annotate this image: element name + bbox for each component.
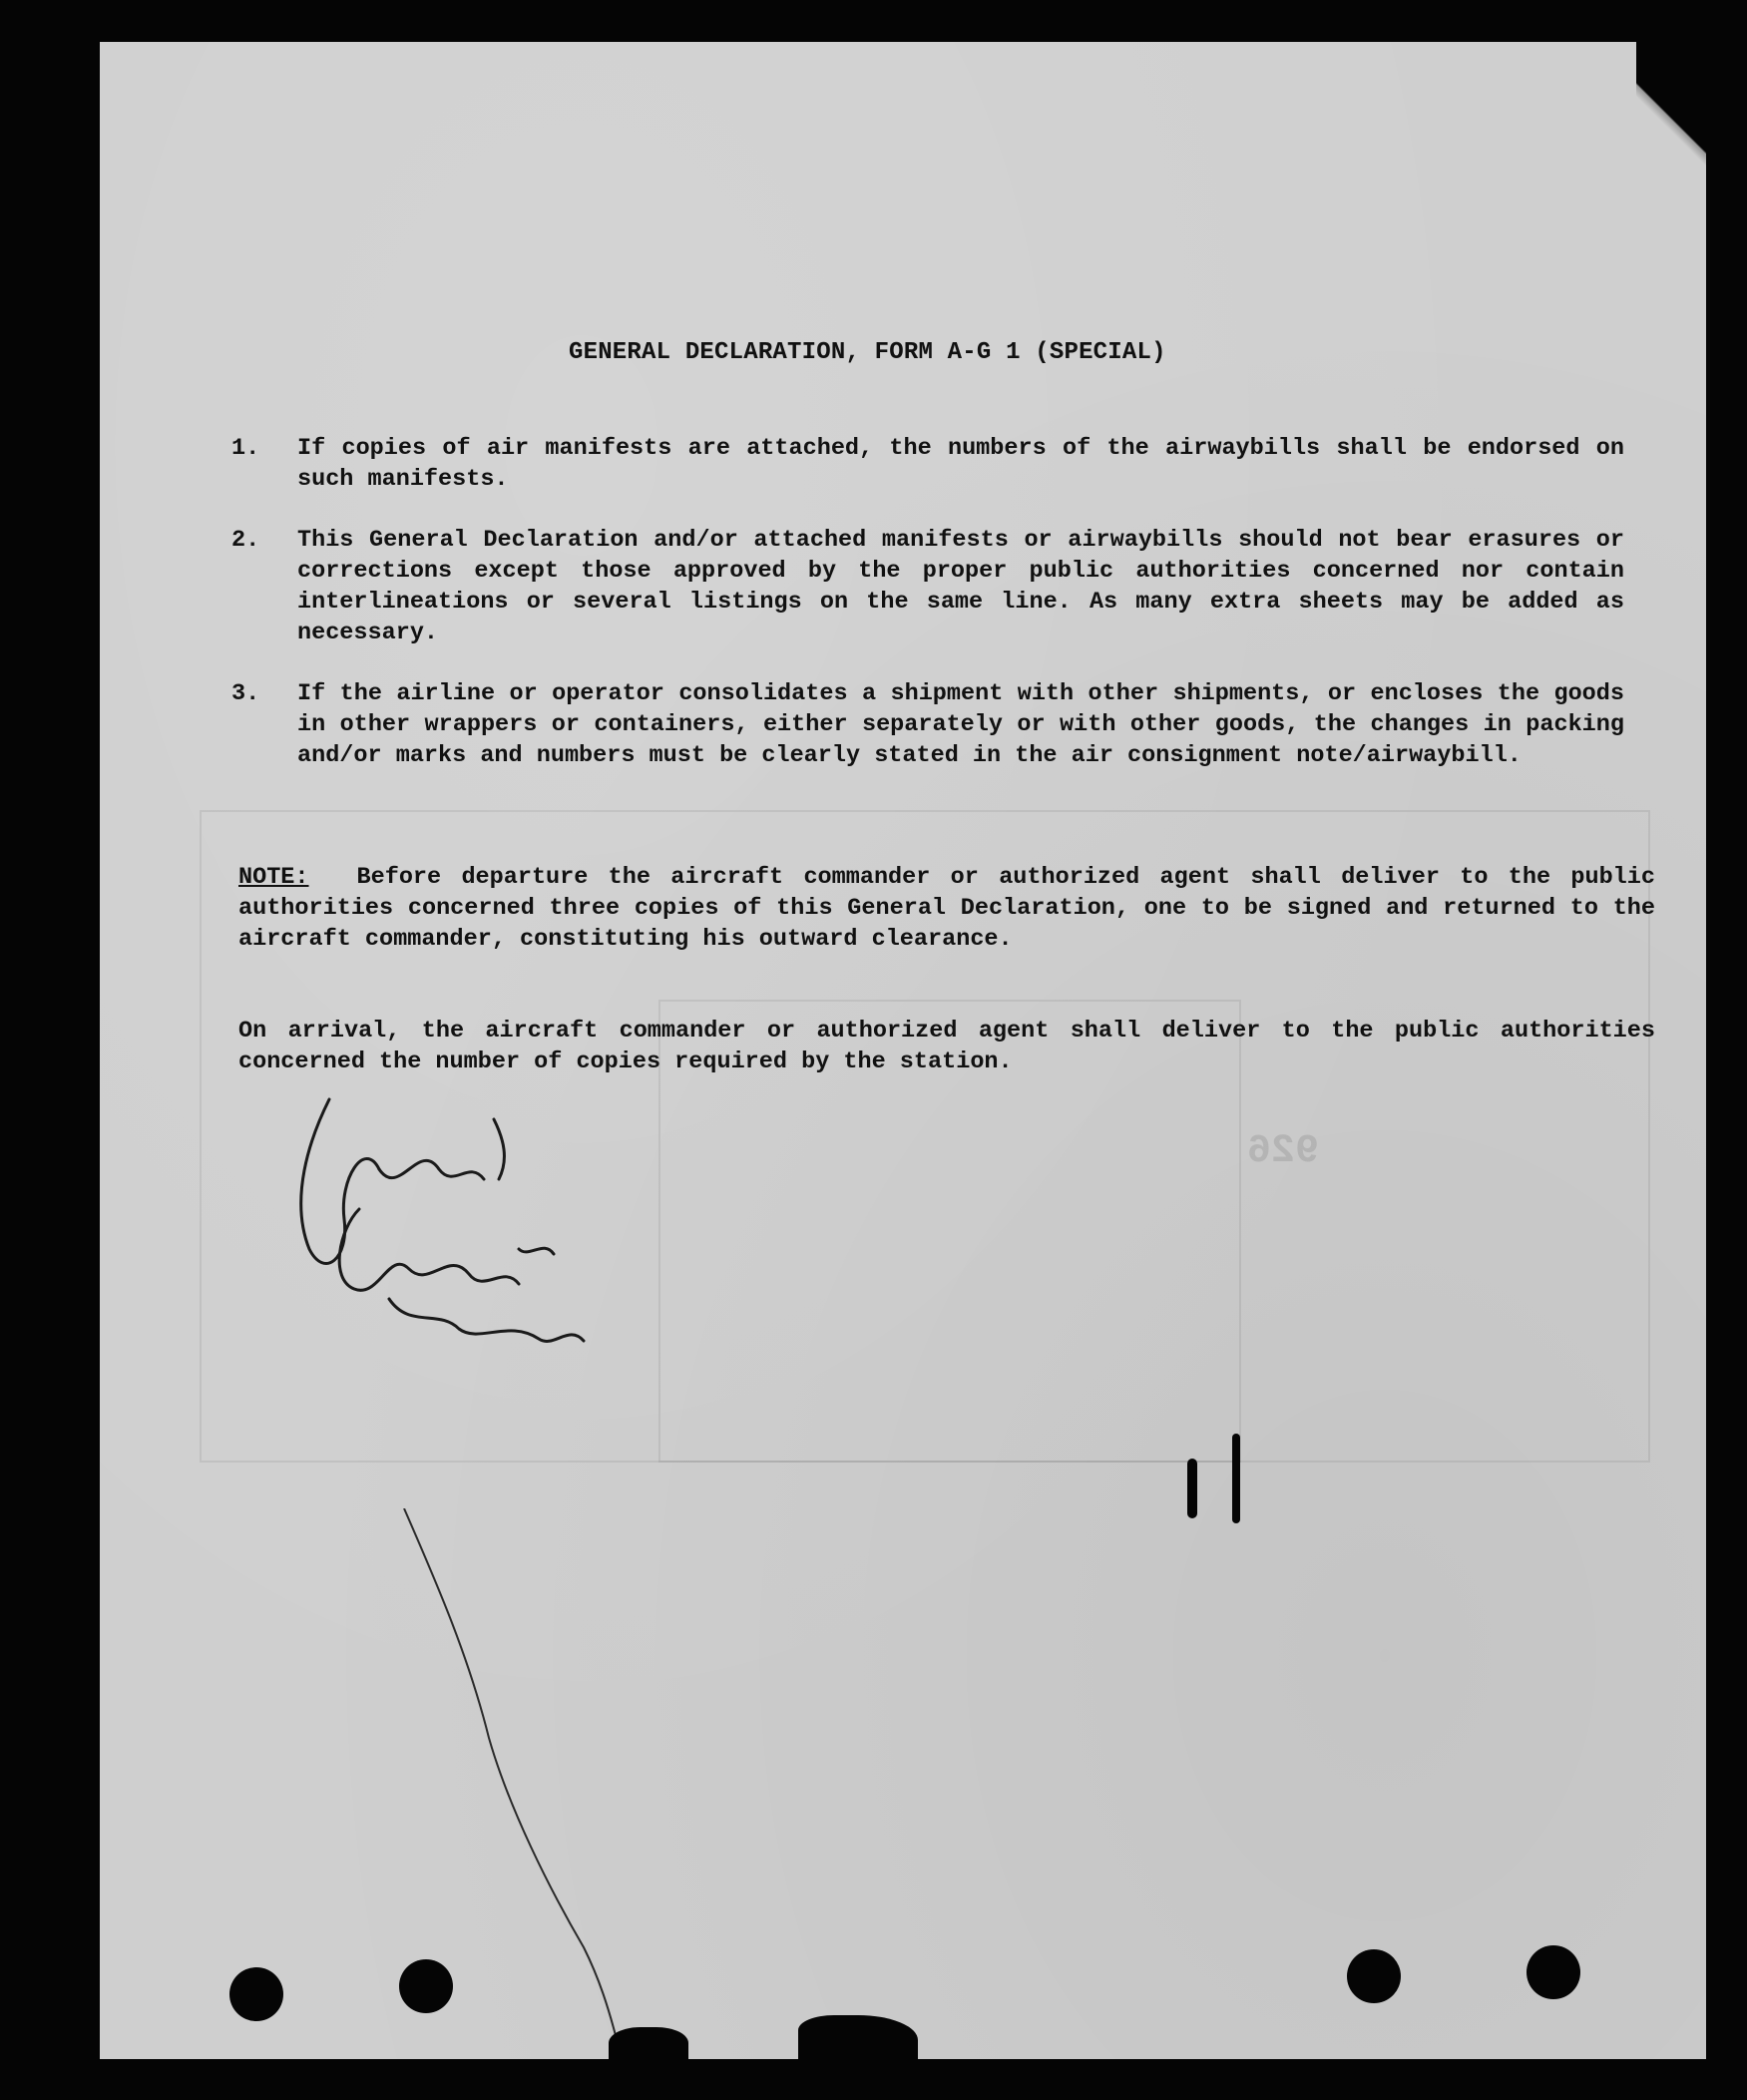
item-text: If the airline or operator consolidates a shipment with other shipments, or encloses the goods in other wrappers or containers, either separately or with other goods, the changes in packing and/or marks and numbers must be clearly stated in the air consignment note/airwaybill. — [297, 680, 1624, 769]
punch-hole — [1347, 1949, 1401, 2003]
folded-corner — [1636, 42, 1706, 211]
punch-hole — [1527, 1945, 1580, 1999]
note-text: Before departure the aircraft commander or authorized agent shall deliver to the public authorities concerned three copies of this General Declaration, one to be signed and returned to the aircraft commander, constituting his outward clearance. — [238, 864, 1655, 953]
item-number: 1. — [231, 435, 260, 462]
torn-edge — [798, 2015, 918, 2059]
punch-hole — [399, 1959, 453, 2013]
document-page — [100, 42, 1706, 2059]
note-label: NOTE: — [238, 864, 309, 891]
page-title: GENERAL DECLARATION, FORM A-G 1 (SPECIAL) — [569, 339, 1166, 366]
ink-mark — [1232, 1434, 1240, 1523]
note-paragraph — [238, 862, 1655, 955]
item-number: 2. — [231, 527, 260, 554]
item-number: 3. — [231, 680, 260, 707]
handwritten-signature — [269, 1079, 609, 1359]
torn-edge — [609, 2027, 688, 2059]
ink-mark — [1187, 1459, 1197, 1518]
paper-crack — [399, 1508, 798, 2047]
item-text: This General Declaration and/or attached manifests or airwaybills should not bear erasures or corrections except those approved by the proper public authorities concerned nor contain interlineations or several listings on the same line. As many extra sheets may be added as necessary. — [297, 527, 1624, 646]
item-text: If copies of air manifests are attached, the numbers of the airwaybills shall be endorsed on such manifests. — [297, 435, 1624, 493]
bleed-through-mark: 926 — [1247, 1129, 1320, 1174]
punch-hole — [229, 1967, 283, 2021]
arrival-paragraph: On arrival, the aircraft commander or authorized agent shall deliver to the public authorities concerned the number of copies required by the station. — [238, 1018, 1655, 1075]
